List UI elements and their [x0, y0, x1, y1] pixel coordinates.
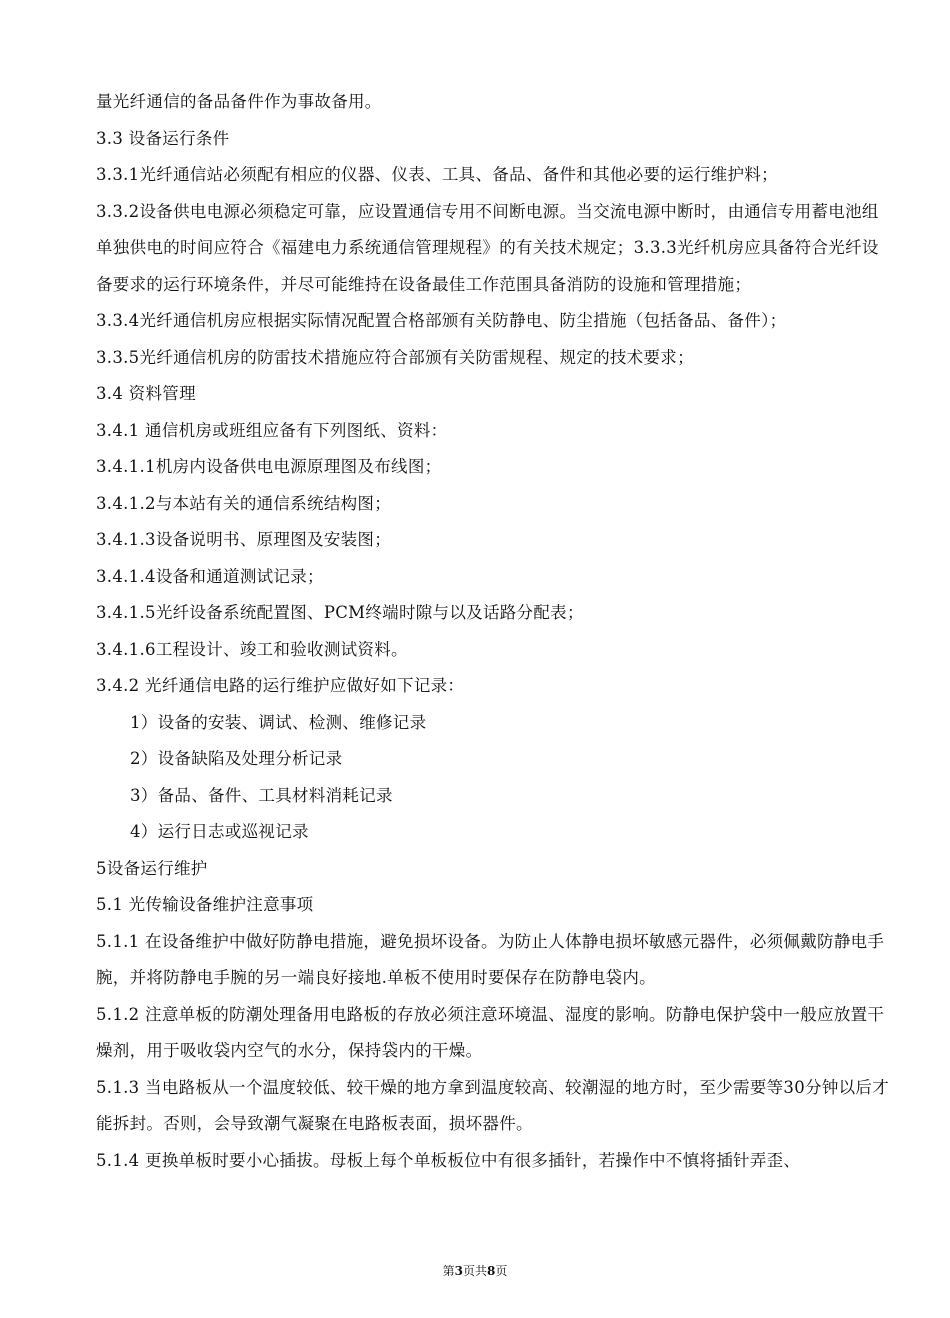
chapter-heading: 5设备运行维护 — [96, 858, 208, 878]
section-heading: 5.1 光传输设备维护注意事项 — [96, 895, 314, 914]
page-footer — [0, 1262, 950, 1279]
paragraph: 5.1.3 当电路板从一个温度较低、较干燥的地方拿到温度较高、较潮湿的地方时，至少需要等30分钟以后才能拆封。否则，会导致潮气凝聚在电路板表面，损坏器件。 — [96, 1077, 890, 1133]
section-heading: 3.4 资料管理 — [96, 384, 196, 403]
list-item: 3.4.1.3设备说明书、原理图及安装图； — [96, 530, 392, 549]
list-item: 3.4.1.2与本站有关的通信系统结构图； — [96, 493, 392, 513]
footer-suffix: 页 — [495, 1264, 508, 1278]
list-item: 3.4.1.4设备和通道测试记录； — [96, 566, 324, 586]
footer-prefix: 第 — [442, 1264, 455, 1278]
paragraph: 3.4.2 光纤通信电路的运行维护应做好如下记录： — [96, 676, 465, 695]
current-page-number: 3 — [454, 1264, 463, 1278]
record-item: 2）设备缺陷及处理分析记录 — [130, 749, 343, 768]
paragraph: 3.3.4光纤通信机房应根据实际情况配置合格部颁有关防静电、防尘措施（包括备品、备件）； — [96, 311, 787, 330]
paragraph: 3.3.5光纤通信机房的防雷技术措施应符合部颁有关防雷规程、规定的技术要求； — [96, 347, 694, 367]
record-item: 3）备品、备件、工具材料消耗记录 — [130, 785, 393, 805]
paragraph: 5.1.4 更换单板时要小心插拔。母板上每个单板板位中有很多插针，若操作中不慎将插针弄歪、 — [96, 1150, 801, 1170]
list-item: 3.4.1.5光纤设备系统配置图、PCM终端时隙与以及话路分配表； — [96, 603, 584, 622]
paragraph: 3.3.2设备供电电源必须稳定可靠，应设置通信专用不间断电源。当交流电源中断时，由通信专用蓄电池组单独供电的时间应符合《福建电力系统通信管理规程》的有关技术规定；3.3.3光纤机房应具备符合光纤设备要求的运行环境条件，并尽可能维持在设备最佳工作范围具备消防的设施和管理措施； — [96, 201, 879, 294]
footer-middle: 页共 — [462, 1264, 487, 1278]
document-body — [96, 84, 890, 1179]
paragraph: 量光纤通信的备品备件作为事故备用。 — [96, 92, 382, 111]
paragraph: 3.4.1 通信机房或班组应备有下列图纸、资料： — [96, 420, 448, 440]
paragraph: 5.1.1 在设备维护中做好防静电措施，避免损坏设备。为防止人体静电损坏敏感元器件，必须佩戴防静电手腕，并将防静电手腕的另一端良好接地.单板不使用时要保存在防静电袋内。 — [96, 931, 885, 987]
record-item: 1）设备的安装、调试、检测、维修记录 — [130, 712, 427, 732]
total-page-number: 8 — [487, 1264, 496, 1278]
record-item: 4）运行日志或巡视记录 — [130, 822, 309, 841]
paragraph: 5.1.2 注意单板的防潮处理备用电路板的存放必须注意环境温、湿度的影响。防静电保护袋中一般应放置干燥剂，用于吸收袋内空气的水分，保持袋内的干燥。 — [96, 1004, 885, 1060]
list-item: 3.4.1.1机房内设备供电电源原理图及布线图； — [96, 457, 442, 476]
paragraph: 3.3.1光纤通信站必须配有相应的仪器、仪表、工具、备品、备件和其他必要的运行维护料； — [96, 165, 778, 184]
list-item: 3.4.1.6工程设计、竣工和验收测试资料。 — [96, 639, 408, 659]
section-heading: 3.3 设备运行条件 — [96, 128, 230, 148]
